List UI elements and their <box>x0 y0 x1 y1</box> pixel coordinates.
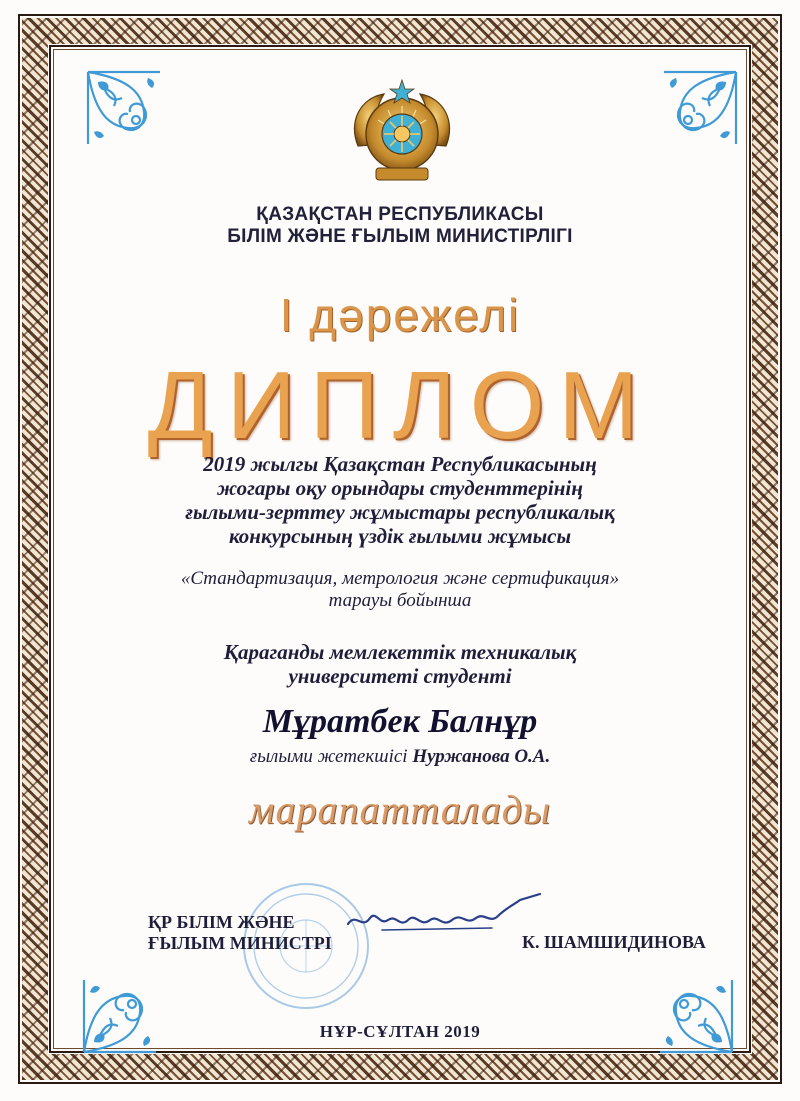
university-line-1: Қараганды мемлекеттік техникалық <box>223 640 577 664</box>
corner-ornament-icon <box>80 976 160 1056</box>
handwritten-signature <box>342 890 552 946</box>
supervisor-label: ғылыми жетекшісі <box>249 746 408 767</box>
supervisor-line <box>0 746 800 768</box>
university-line-2: университеті студенті <box>288 664 512 688</box>
minister-title <box>148 912 338 954</box>
award-description <box>0 452 800 548</box>
corner-ornament-icon <box>660 68 740 148</box>
place-year: НҰР-СҰЛТАН 2019 <box>319 1022 481 1041</box>
recipient-name: Мұратбек Балнұр <box>262 703 538 740</box>
degree-label: І дәрежелі <box>279 289 521 341</box>
supervisor-name: Нуржанова О.А. <box>412 746 551 767</box>
ministry-heading <box>0 204 800 248</box>
minister-title-line-1: ҚР БІЛІМ ЖӘНЕ <box>148 912 295 932</box>
diploma-title: ДИПЛОМ <box>147 352 653 459</box>
kazakhstan-state-emblem-icon <box>344 76 460 192</box>
desc-line-3: ғылыми-зерттеу жұмыстары республикалық <box>185 500 615 524</box>
minister-title-line-2: ҒЫЛЫМ МИНИСТРІ <box>148 933 332 953</box>
direction-line-2: тарауы бойынша <box>328 590 472 611</box>
desc-line-2: жогары оқу орындары студенттерінің <box>217 476 583 500</box>
ministry-line-2: БІЛІМ ЖӘНЕ ҒЫЛЫМ МИНИСТІРЛІГІ <box>227 226 573 247</box>
direction-text <box>0 568 800 612</box>
corner-ornament-icon <box>84 68 164 148</box>
desc-line-1: 2019 жылгы Қазақстан Республикасының <box>203 452 597 476</box>
ministry-line-1: ҚАЗАҚСТАН РЕСПУБЛИКАСЫ <box>256 204 544 225</box>
university-text <box>0 640 800 688</box>
minister-name: К. ШАМШИДИНОВА <box>522 932 706 952</box>
direction-line-1: «Стандартизация, метрология және сертификация» <box>180 568 620 589</box>
desc-line-4: конкурсының үздік ғылыми жұмысы <box>228 524 572 548</box>
awarded-text: марапатталады <box>248 787 552 832</box>
corner-ornament-icon <box>656 976 736 1056</box>
